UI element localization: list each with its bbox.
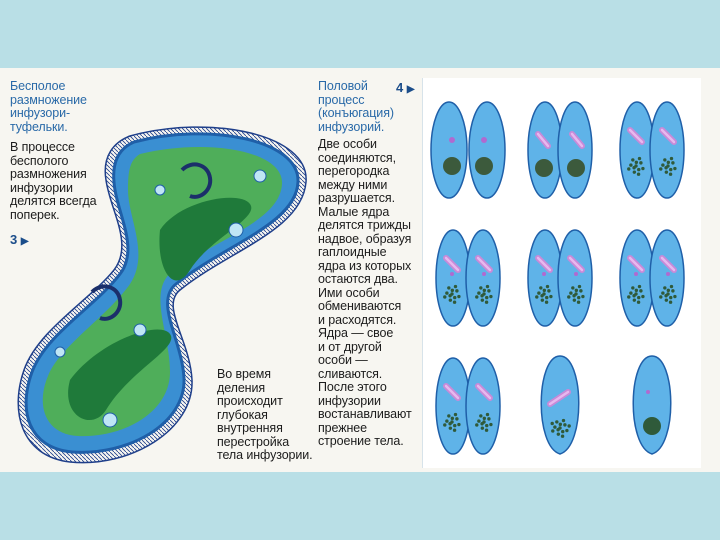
asexual-heading: Бесполое размножение инфузори- туфельки. xyxy=(10,79,87,134)
triangle-right-icon: ▶ xyxy=(406,84,415,95)
conjugation-stage xyxy=(633,356,671,454)
conjugation-stage xyxy=(541,356,579,454)
conjugation-heading: Половой процесс (конъюгация) инфузорий. xyxy=(318,79,394,134)
conjugation-stage xyxy=(620,102,684,198)
asexual-text: В процессе бесполого размножения инфузории делятся всегда поперек. xyxy=(10,140,97,222)
figure-3-number: 3 xyxy=(10,232,18,247)
figure-4-number: 4 xyxy=(396,80,404,95)
division-caption: Во время деления происходит глубокая внутренняя перестройка тела инфузории. xyxy=(217,367,313,462)
conjugation-text: Две особи соединяются, перегородка между ними разрушается. Малые ядра делятся трижды надвое, образуя гаплоидные ядра из которых остаются два. Ими особи обмениваются и расходятся. Ядра — свое и от другой особи — сливаются. После этого инфузории востанавливают прежнее строение тела. xyxy=(318,137,412,448)
conjugation-stage xyxy=(528,102,592,198)
conjugation-stage xyxy=(436,358,500,454)
conjugation-stage xyxy=(528,230,592,326)
conjugation-stages-diagram xyxy=(422,78,700,468)
conjugation-stage xyxy=(431,102,505,198)
conjugation-stage xyxy=(620,230,684,326)
figure-4-marker xyxy=(396,80,415,95)
conjugation-stage xyxy=(436,230,500,326)
triangle-right-icon: ▶ xyxy=(20,236,29,247)
